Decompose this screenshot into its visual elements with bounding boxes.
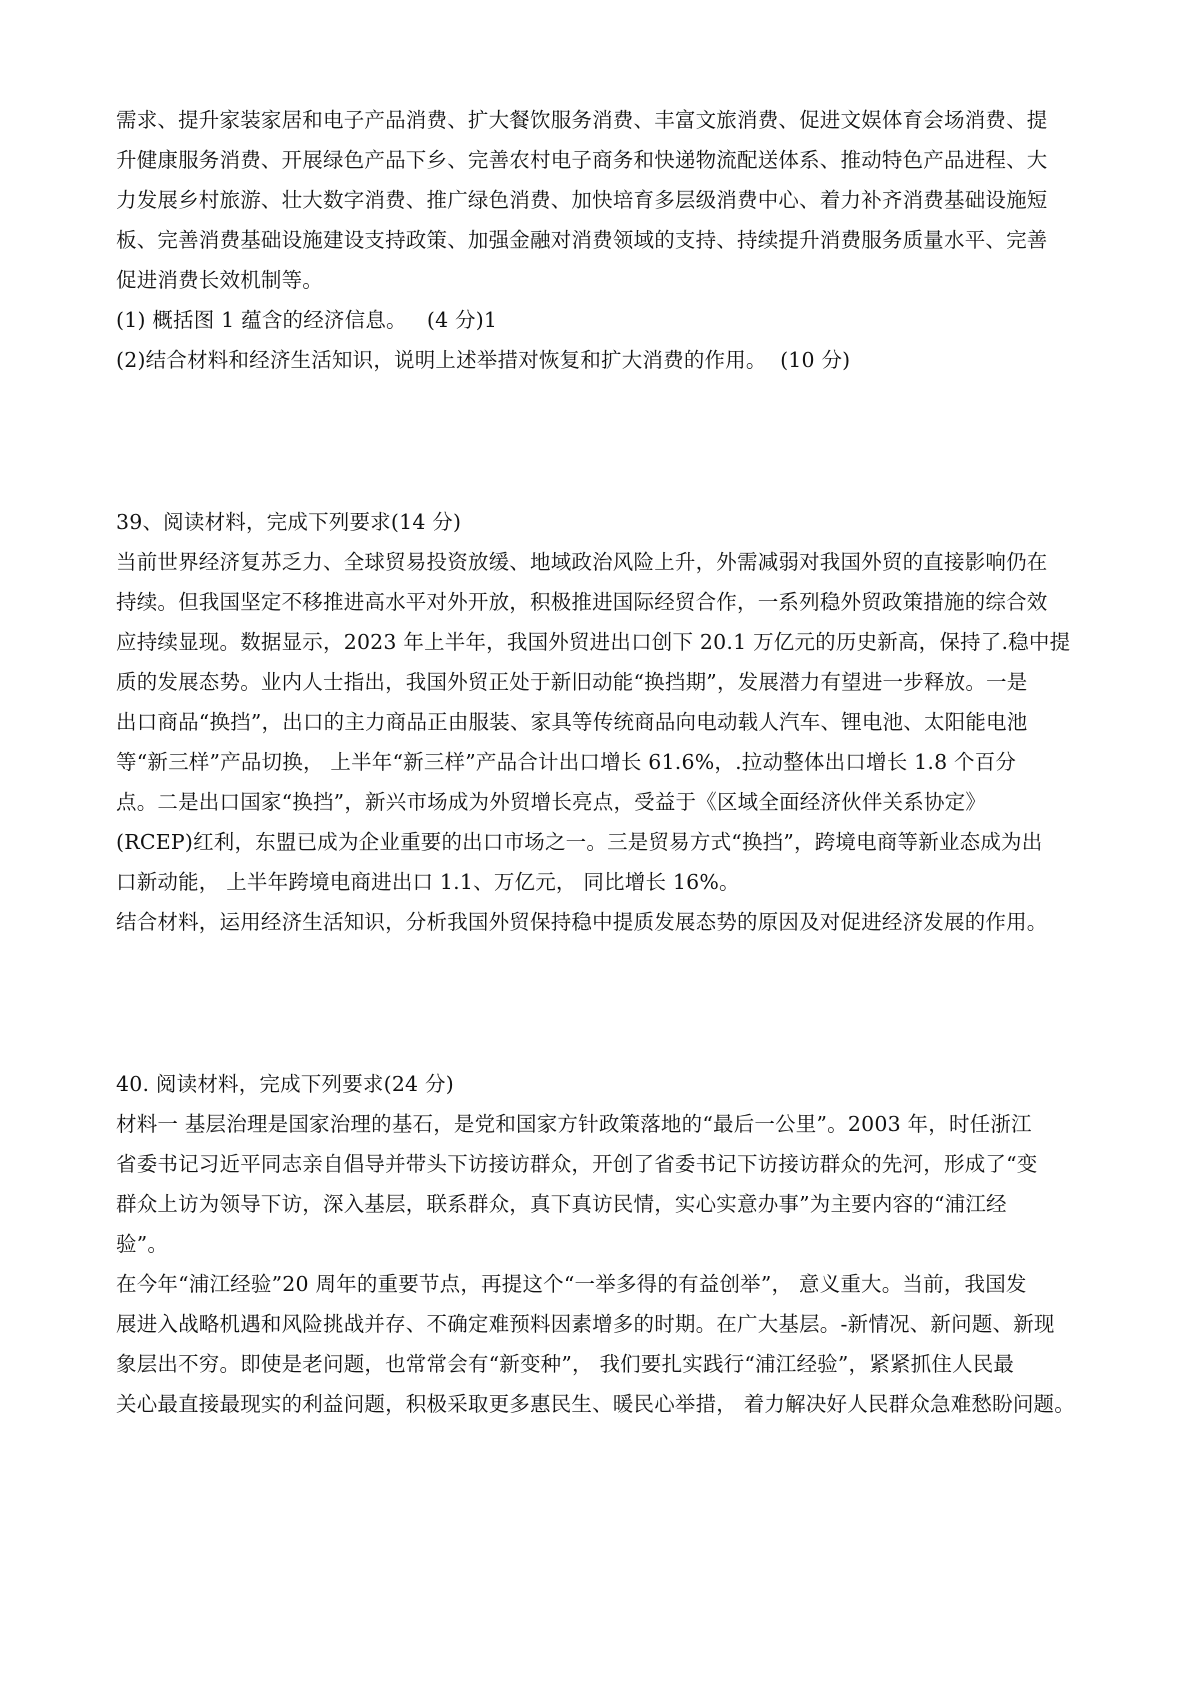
material-line: 持续。但我国坚定不移推进高水平对外开放，积极推进国际经贸合作，一系列稳外贸政策措施的综合效 [116,590,1048,614]
question-title: 39、阅读材料，完成下列要求(14 分) [116,510,462,534]
material-line: 当前世界经济复苏乏力、全球贸易投资放缓、地域政治风险上升，外需减弱对我国外贸的直接影响仍在 [116,550,1048,574]
material-line: 关心最直接最现实的利益问题，积极采取更多惠民生、暖民心举措， 着力解决好人民群众急难愁盼问题。 [116,1392,1075,1416]
material-line: 群众上访为领导下访，深入基层，联系群众，真下真访民情，实心实意办事”为主要内容的“浦江经 [116,1192,1007,1216]
material-line: 展进入战略机遇和风险挑战并存、不确定难预料因素增多的时期。在广大基层。-新情况、新问题、新现 [116,1312,1055,1336]
material-line: 材料一 基层治理是国家治理的基石，是党和国家方针政策落地的“最后一公里”。2003 年，时任浙江 [116,1112,1032,1136]
question-prompt: 结合材料，运用经济生活知识，分析我国外贸保持稳中提质发展态势的原因及对促进经济发展的作用。 [116,910,1048,934]
material-line: 省委书记习近平同志亲自倡导并带头下访接访群众，开创了省委书记下访接访群众的先河，形成了“变 [116,1152,1038,1176]
material-line: (RCEP)红利，东盟已成为企业重要的出口市场之一。三是贸易方式“换挡”，跨境电商等新业态成为出 [116,830,1043,854]
answer-space [116,380,1096,502]
sub-question-1: (1) 概括图 1 蕴含的经济信息。 (4 分)1 [116,308,498,332]
material-line: 点。二是出口国家“换挡”，新兴市场成为外贸增长亮点，受益于《区域全面经济伙伴关系协定》 [116,790,987,814]
exam-page [116,100,1096,1424]
material-line: 在今年“浦江经验”20 周年的重要节点，再提这个“一举多得的有益创举”， 意义重大。当前，我国发 [116,1272,1027,1296]
material-line: 象层出不穷。即使是老问题，也常常会有“新变种”， 我们要扎实践行“浦江经验”，紧紧抓住人民最 [116,1352,1015,1376]
material-line: 质的发展态势。业内人士指出，我国外贸正处于新旧动能“换挡期”，发展潜力有望进一步释放。一是 [116,670,1028,694]
question-38-continued [116,100,1096,380]
material-line: 促进消费长效机制等。 [116,268,323,292]
material-line: 升健康服务消费、开展绿色产品下乡、完善农村电子商务和快递物流配送体系、推动特色产品进程、大 [116,148,1048,172]
material-line: 等“新三样”产品切换， 上半年“新三样”产品合计出口增长 61.6%，.拉动整体出口增长 1.8 个百分 [116,750,1017,774]
answer-space [116,942,1096,1064]
material-line: 口新动能， 上半年跨境电商进出口 1.1、万亿元， 同比增长 16%。 [116,870,740,894]
material-line: 需求、提升家装家居和电子产品消费、扩大餐饮服务消费、丰富文旅消费、促进文娱体育会场消费、提 [116,108,1048,132]
material-line: 力发展乡村旅游、壮大数字消费、推广绿色消费、加快培育多层级消费中心、着力补齐消费基础设施短 [116,188,1048,212]
material-line: 板、完善消费基础设施建设支持政策、加强金融对消费领域的支持、持续提升消费服务质量水平、完善 [116,228,1048,252]
sub-question-2: (2)结合材料和经济生活知识，说明上述举措对恢复和扩大消费的作用。 (10 分) [116,348,851,372]
question-title: 40. 阅读材料，完成下列要求(24 分) [116,1072,454,1096]
material-line: 验”。 [116,1232,169,1256]
material-line: 应持续显现。数据显示，2023 年上半年，我国外贸进出口创下 20.1 万亿元的历史新高，保持了.稳中提 [116,630,1071,654]
question-40 [116,1064,1096,1424]
material-line: 出口商品“换挡”，出口的主力商品正由服装、家具等传统商品向电动载人汽车、锂电池、太阳能电池 [116,710,1028,734]
question-39 [116,502,1096,942]
